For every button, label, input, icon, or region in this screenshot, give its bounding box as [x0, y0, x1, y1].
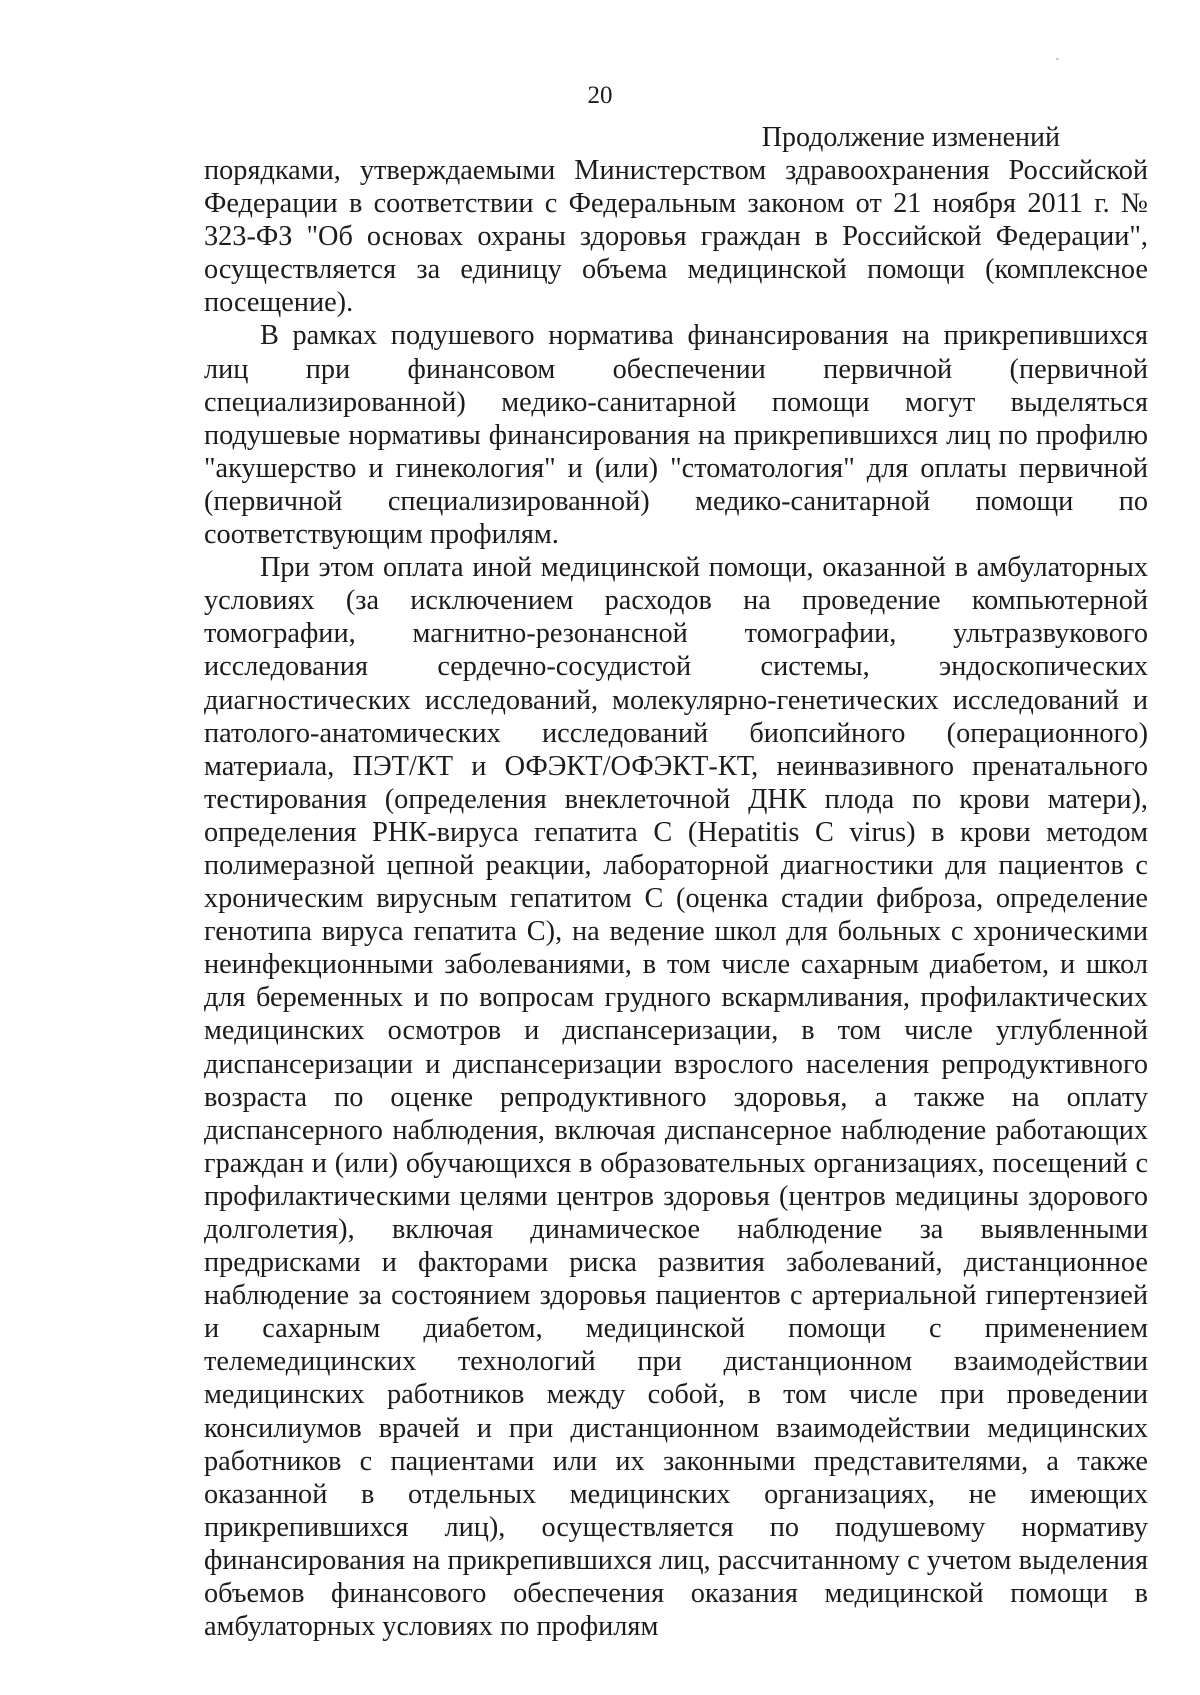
- scan-artifact: [1056, 58, 1059, 60]
- continuation-label: Продолжение изменений: [761, 122, 1060, 153]
- document-body: [204, 154, 1148, 1643]
- paragraph-2: В рамках подушевого норматива финансирования на прикрепившихся лиц при финансовом обеспечении первичной (первичной специализированной) медико-санитарной помощи могут выделяться подушевые нормативы финансирования на прикрепившихся лиц по профилю "акушерство и гинекология" и (или) "стоматология" для оплаты первичной (первичной специализированной) медико-санитарной помощи по соответствующим профилям.: [204, 320, 1148, 551]
- page-number: 20: [587, 82, 613, 109]
- paragraph-1: порядками, утверждаемыми Министерством здравоохранения Российской Федерации в соответствии с Федеральным законом от 21 ноября 2011 г. № 323-ФЗ "Об основах охраны здоровья граждан в Российской Федерации", осуществляется за единицу объема медицинской помощи (комплексное посещение).: [204, 155, 1148, 319]
- paragraph-3: При этом оплата иной медицинской помощи, оказанной в амбулаторных условиях (за исключением расходов на проведение компьютерной томографии, магнитно-резонансной томографии, ультразвукового исследования сердечно-сосудистой системы, эндоскопических диагностических исследований, молекулярно-генетических исследований и патолого-анатомических исследований биопсийного (операционного) материала, ПЭТ/КТ и ОФЭКТ/ОФЭКТ-КТ, неинвазивного пренатального тестирования (определения внеклеточной ДНК плода по крови матери), определения РНК-вируса гепатита С (Hepatitis C virus) в крови методом полимеразной цепной реакции, лабораторной диагностики для пациентов с хроническим вирусным гепатитом С (оценка стадии фиброза, определение генотипа вируса гепатита С), на ведение школ для больных с хроническими неинфекционными заболеваниями, в том числе сахарным диабетом, и школ для беременных и по вопросам грудного вскармливания, профилактических медицинских осмотров и диспансеризации, в том числе углубленной диспансеризации и диспансеризации взрослого населения репродуктивного возраста по оценке репродуктивного здоровья, а также на оплату диспансерного наблюдения, включая диспансерное наблюдение работающих граждан и (или) обучающихся в образовательных организациях, посещений с профилактическими целями центров здоровья (центров медицины здорового долголетия), включая динамическое наблюдение за выявленными предрисками и факторами риска развития заболеваний, дистанционное наблюдение за состоянием здоровья пациентов с артериальной гипертензией и сахарным диабетом, медицинской помощи с применением телемедицинских технологий при дистанционном взаимодействии медицинских работников между собой, в том числе при проведении консилиумов врачей и при дистанционном взаимодействии медицинских работников с пациентами или их законными представителями, а также оказанной в отдельных медицинских организациях, не имеющих прикрепившихся лиц), осуществляется по подушевому нормативу финансирования на прикрепившихся лиц, рассчитанному с учетом выделения объемов финансового обеспечения оказания медицинской помощи в амбулаторных условиях по профилям: [204, 552, 1148, 1643]
